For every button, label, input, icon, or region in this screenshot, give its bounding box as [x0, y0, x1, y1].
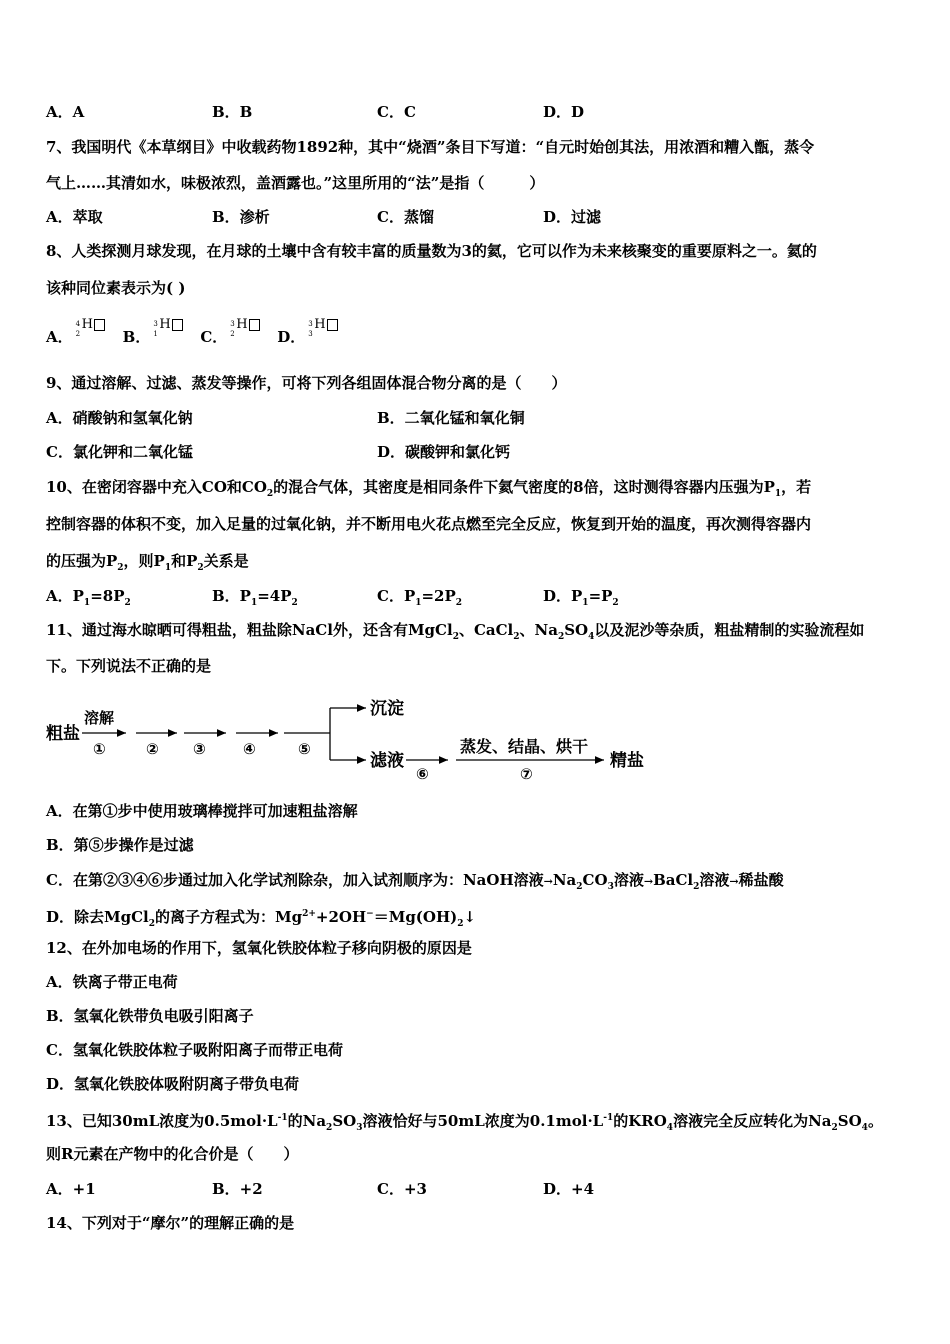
flow-dissolve-label: 溶解 — [84, 709, 115, 727]
q11-stem-line1: 11、通过海水晾晒可得粗盐，粗盐除NaCl外，还含有MgCl$_2$、CaCl$_2$、$Na_2SO_4$以及泥沙等杂质，粗盐精制的实验流程如 — [46, 621, 865, 642]
q7-option-a: A．萃取 — [46, 208, 103, 226]
q10-option-d: D．$P_1=P_2$ — [543, 587, 619, 608]
q12-option-c: C．氢氧化铁胶体粒子吸附阳离子而带正电荷 — [46, 1041, 343, 1059]
q8-stem-line2: 该种同位素表示为( ) — [46, 279, 186, 297]
q9-option-c: C．氯化钾和二氧化锰 — [46, 443, 193, 461]
q8-option-d-letter: D． — [277, 328, 306, 346]
q11-option-a: A．在第①步中使用玻璃棒搅拌可加速粗盐溶解 — [46, 802, 358, 820]
q13-stem-line1: 13、已知30mL浓度为$0.5mol\cdot L^{-1}$的$Na_2SO_3$溶液恰好与50mL浓度为$0.1mol\cdot L^{-1}$的$KRO_4$溶液完全反应转化为$Na_2SO_4$。 — [46, 1112, 883, 1133]
q10-option-c: C．$P_1=2P_2$ — [377, 587, 463, 608]
q8-option-a-letter: A． — [46, 328, 73, 346]
q8-stem-line1: 8、人类探测月球发现，在月球的土壤中含有较丰富的质量数为3的氦，它可以作为未来核聚变的重要原料之一。氦的 — [46, 242, 817, 260]
flow-step-4: ④ — [243, 740, 256, 758]
q11-option-d: D．除去MgCl$_2$的离子方程式为：$Mg^{2+}+2OH^-=Mg(OH)_2↓$ — [46, 908, 477, 929]
flow-filtrate-label: 滤液 — [370, 751, 404, 771]
q8-isotope-c: 3 2 H — [227, 318, 277, 340]
q8-option-b-letter: B． — [122, 328, 151, 346]
q13-option-b: B．+2 — [212, 1180, 263, 1198]
q11-flow-diagram — [0, 690, 950, 785]
q12-stem: 12、在外加电场的作用下，氢氧化铁胶体粒子移向阴极的原因是 — [46, 939, 472, 957]
q14-stem: 14、下列对于“摩尔”的理解正确的是 — [46, 1214, 295, 1232]
q8-option-c-letter: C． — [200, 328, 228, 346]
q10-stem-line2: 控制容器的体积不变，加入足量的过氧化钠，并不断用电火花点燃至完全反应，恢复到开始的温度，再次测得容器内 — [46, 515, 812, 533]
q6-option-b: B．B — [212, 103, 253, 121]
q11-stem-line2: 下。下列说法不正确的是 — [46, 657, 212, 675]
q7-option-d: D．过滤 — [543, 208, 602, 226]
q8-isotope-b: 3 1 H — [150, 318, 200, 340]
q7-option-c: C．蒸馏 — [377, 208, 434, 226]
flow-start-label: 粗盐 — [46, 724, 80, 744]
q11-option-b: B．第⑤步操作是过滤 — [46, 836, 194, 854]
flow-step-6: ⑥ — [416, 765, 429, 783]
q12-option-d: D．氢氧化铁胶体吸附阴离子带负电荷 — [46, 1075, 300, 1093]
q10-stem-line1: 10、在密闭容器中充入CO和$CO_2$的混合气体，其密度是相同条件下氦气密度的8倍，这时测得容器内压强为$P_1$，若 — [46, 478, 812, 499]
q8-isotope-d: 3 3 H — [305, 318, 355, 340]
q7-stem-line1: 7、我国明代《本草纲目》中收载药物1892种，其中“烧酒”条目下写道：“自元时始创其法，用浓酒和糟入甑，蒸令 — [46, 138, 815, 156]
q9-option-a: A．硝酸钠和氢氧化钠 — [46, 409, 193, 427]
q9-stem: 9、通过溶解、过滤、蒸发等操作，可将下列各组固体混合物分离的是（ ） — [46, 374, 567, 392]
q9-option-d: D．碳酸钾和氯化钙 — [377, 443, 511, 461]
q10-stem-line3: 的压强为$P_2$，则$P_1$和$P_2$关系是 — [46, 552, 249, 573]
flow-product-label: 精盐 — [610, 751, 644, 771]
q13-option-c: C．+3 — [377, 1180, 427, 1198]
q10-option-a: A．$P_1=8P_2$ — [46, 587, 131, 608]
q12-option-b: B．氢氧化铁带负电吸引阳离子 — [46, 1007, 254, 1025]
q12-option-a: A．铁离子带正电荷 — [46, 973, 178, 991]
q7-stem-line2: 气上……其清如水，味极浓烈，盖酒露也。”这里所用的“法”是指（ ） — [46, 174, 545, 192]
flow-step-3: ③ — [193, 740, 206, 758]
q6-option-d: D．D — [543, 103, 585, 121]
flow-step-1: ① — [93, 740, 106, 758]
q7-option-b: B．渗析 — [212, 208, 270, 226]
q6-option-a: A．A — [46, 103, 85, 121]
q9-option-b: B．二氧化锰和氧化铜 — [377, 409, 525, 427]
q10-option-b: B．$P_1=4P_2$ — [212, 587, 298, 608]
flow-precipitate-label: 沉淀 — [370, 699, 404, 719]
q8-options — [46, 317, 355, 346]
q13-option-d: D．+4 — [543, 1180, 595, 1198]
flow-evaporate-label: 蒸发、结晶、烘干 — [460, 737, 589, 756]
flow-step-7: ⑦ — [520, 765, 533, 783]
q8-isotope-a: 4 2 H — [73, 318, 123, 340]
q11-option-c: C．在第②③④⑥步通过加入化学试剂除杂，加入试剂顺序为：NaOH溶液$\to Na_2CO_3$溶液→BaCl$_2$溶液→稀盐酸 — [46, 871, 784, 892]
flow-step-5: ⑤ — [298, 740, 311, 758]
q13-stem-line2: 则R元素在产物中的化合价是（ ） — [46, 1145, 299, 1163]
flow-step-2: ② — [146, 740, 159, 758]
q6-option-c: C．C — [377, 103, 416, 121]
q13-option-a: A．+1 — [46, 1180, 96, 1198]
